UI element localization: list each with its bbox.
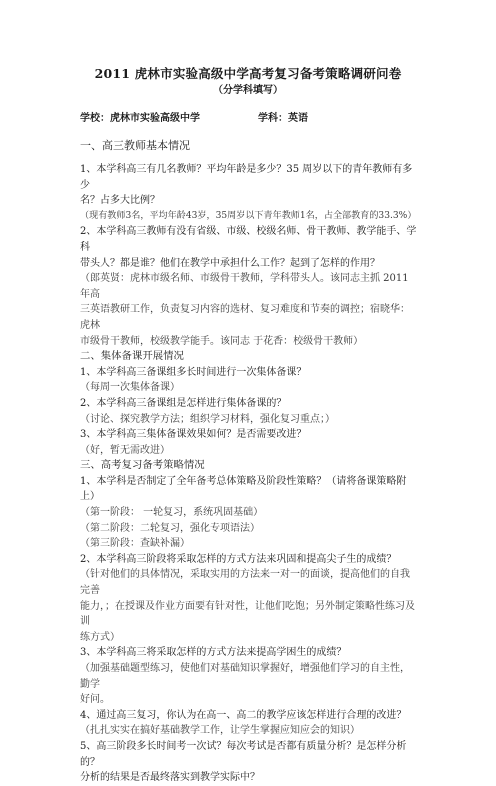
answer-line: （针对他们的具体情况，采取实用的方法来一对一的面谈，提高他们的自我完善 xyxy=(80,569,410,597)
question-line: 2、本学科高三备课组是怎样进行集体备课的？ xyxy=(80,397,287,409)
answer-line: 三英语教研工作，负责复习内容的选材、复习难度和节奏的调控；宿晓华：虎林 xyxy=(80,304,410,331)
answer-line: （第一阶段： 一轮复习，系统巩固基础） xyxy=(80,507,264,519)
question-line: 4、通过高三复习，你认为在高一、高二的教学应该怎样进行合理的改进？ xyxy=(80,709,407,721)
question-line: 分析的结果是否最终落实到教学实际中？ xyxy=(80,772,260,784)
answer-line: （现有教师3名，平均年龄43岁，35周岁以下青年教师1名，占全部教育的33.3%） xyxy=(80,210,417,221)
answer-line: （讨论、探究教学方法；组织学习材料，强化复习重点；） xyxy=(80,413,335,425)
answer-line: （郎英贤：虎林市级名师、市级骨干教师，学科带头人。该同志主抓 2011 年高 xyxy=(80,273,409,300)
document-subtitle: （分学科填写） xyxy=(213,85,283,96)
answer-line: （第三阶段：查缺补漏） xyxy=(80,538,190,550)
question-line: 5、高三阶段多长时间考一次试？每次考试是否都有质量分析？是怎样分析的？ xyxy=(80,740,407,768)
answer-line: （扎扎实实在搞好基础教学工作，让学生掌握应知应会的知识） xyxy=(80,725,360,737)
answer-line: （好，暂无需改进） xyxy=(80,444,170,456)
answer-line: （每周一次集体备课） xyxy=(80,382,180,394)
answer-line: 能力，；在授课及作业方面要有针对性，让他们吃饱；另外制定策略性练习及训 xyxy=(80,600,415,628)
section-heading-2: 二、集体备课开展情况 xyxy=(80,350,184,363)
question-line: 2、本学科高三教师有没有省级、市级、校级名师、骨干教师、教学能手、学科 xyxy=(80,226,417,253)
survey-body xyxy=(80,162,418,786)
answer-line: 好问。 xyxy=(80,694,110,706)
question-line: 1、本学科是否制定了全年备考总体策略及阶段性策略？（请将备课策略附上） xyxy=(80,475,407,503)
question-line: 3、本学科高三将采取怎样的方式方法来提高学困生的成绩？ xyxy=(80,647,347,659)
question-line: 2、本学科高三阶段将采取怎样的方式方法来巩固和提高尖子生的成绩？ xyxy=(80,553,397,565)
subject-label: 学科：英语 xyxy=(258,113,308,124)
question-line: 1、本学科高三有几名教师？平均年龄是多少？35 周岁以下的青年教师有多少 xyxy=(80,164,413,191)
answer-line: （加强基础题型练习，使他们对基础知识掌握好，增强他们学习的自主性，勤学 xyxy=(80,663,410,690)
document-title: 2011 虎林市实验高级中学高考复习备考策略调研问卷 xyxy=(94,66,402,81)
school-label: 学校：虎林市实验高级中学 xyxy=(80,113,200,124)
section-heading-1: 一、高三教师基本情况 xyxy=(80,139,190,152)
answer-line: （第二阶段：二轮复习，强化专项语法） xyxy=(80,522,260,534)
answer-line: 练方式） xyxy=(80,631,120,643)
question-line: 带头人？都是谁？他们在教学中承担什么工作？起到了怎样的作用？ xyxy=(80,257,380,269)
question-line: 1、本学科高三备课组多长时间进行一次集体备课？ xyxy=(80,366,307,378)
question-line: 3、本学科高三集体备课效果如何？是否需要改进？ xyxy=(80,429,307,441)
section-heading-3: 三、高考复习备考策略情况 xyxy=(80,459,205,472)
answer-line: 市级骨干教师，校级教学能手。该同志 于花香：校级骨干教师） xyxy=(80,335,364,347)
question-line: 名？占多大比例？ xyxy=(80,195,160,207)
